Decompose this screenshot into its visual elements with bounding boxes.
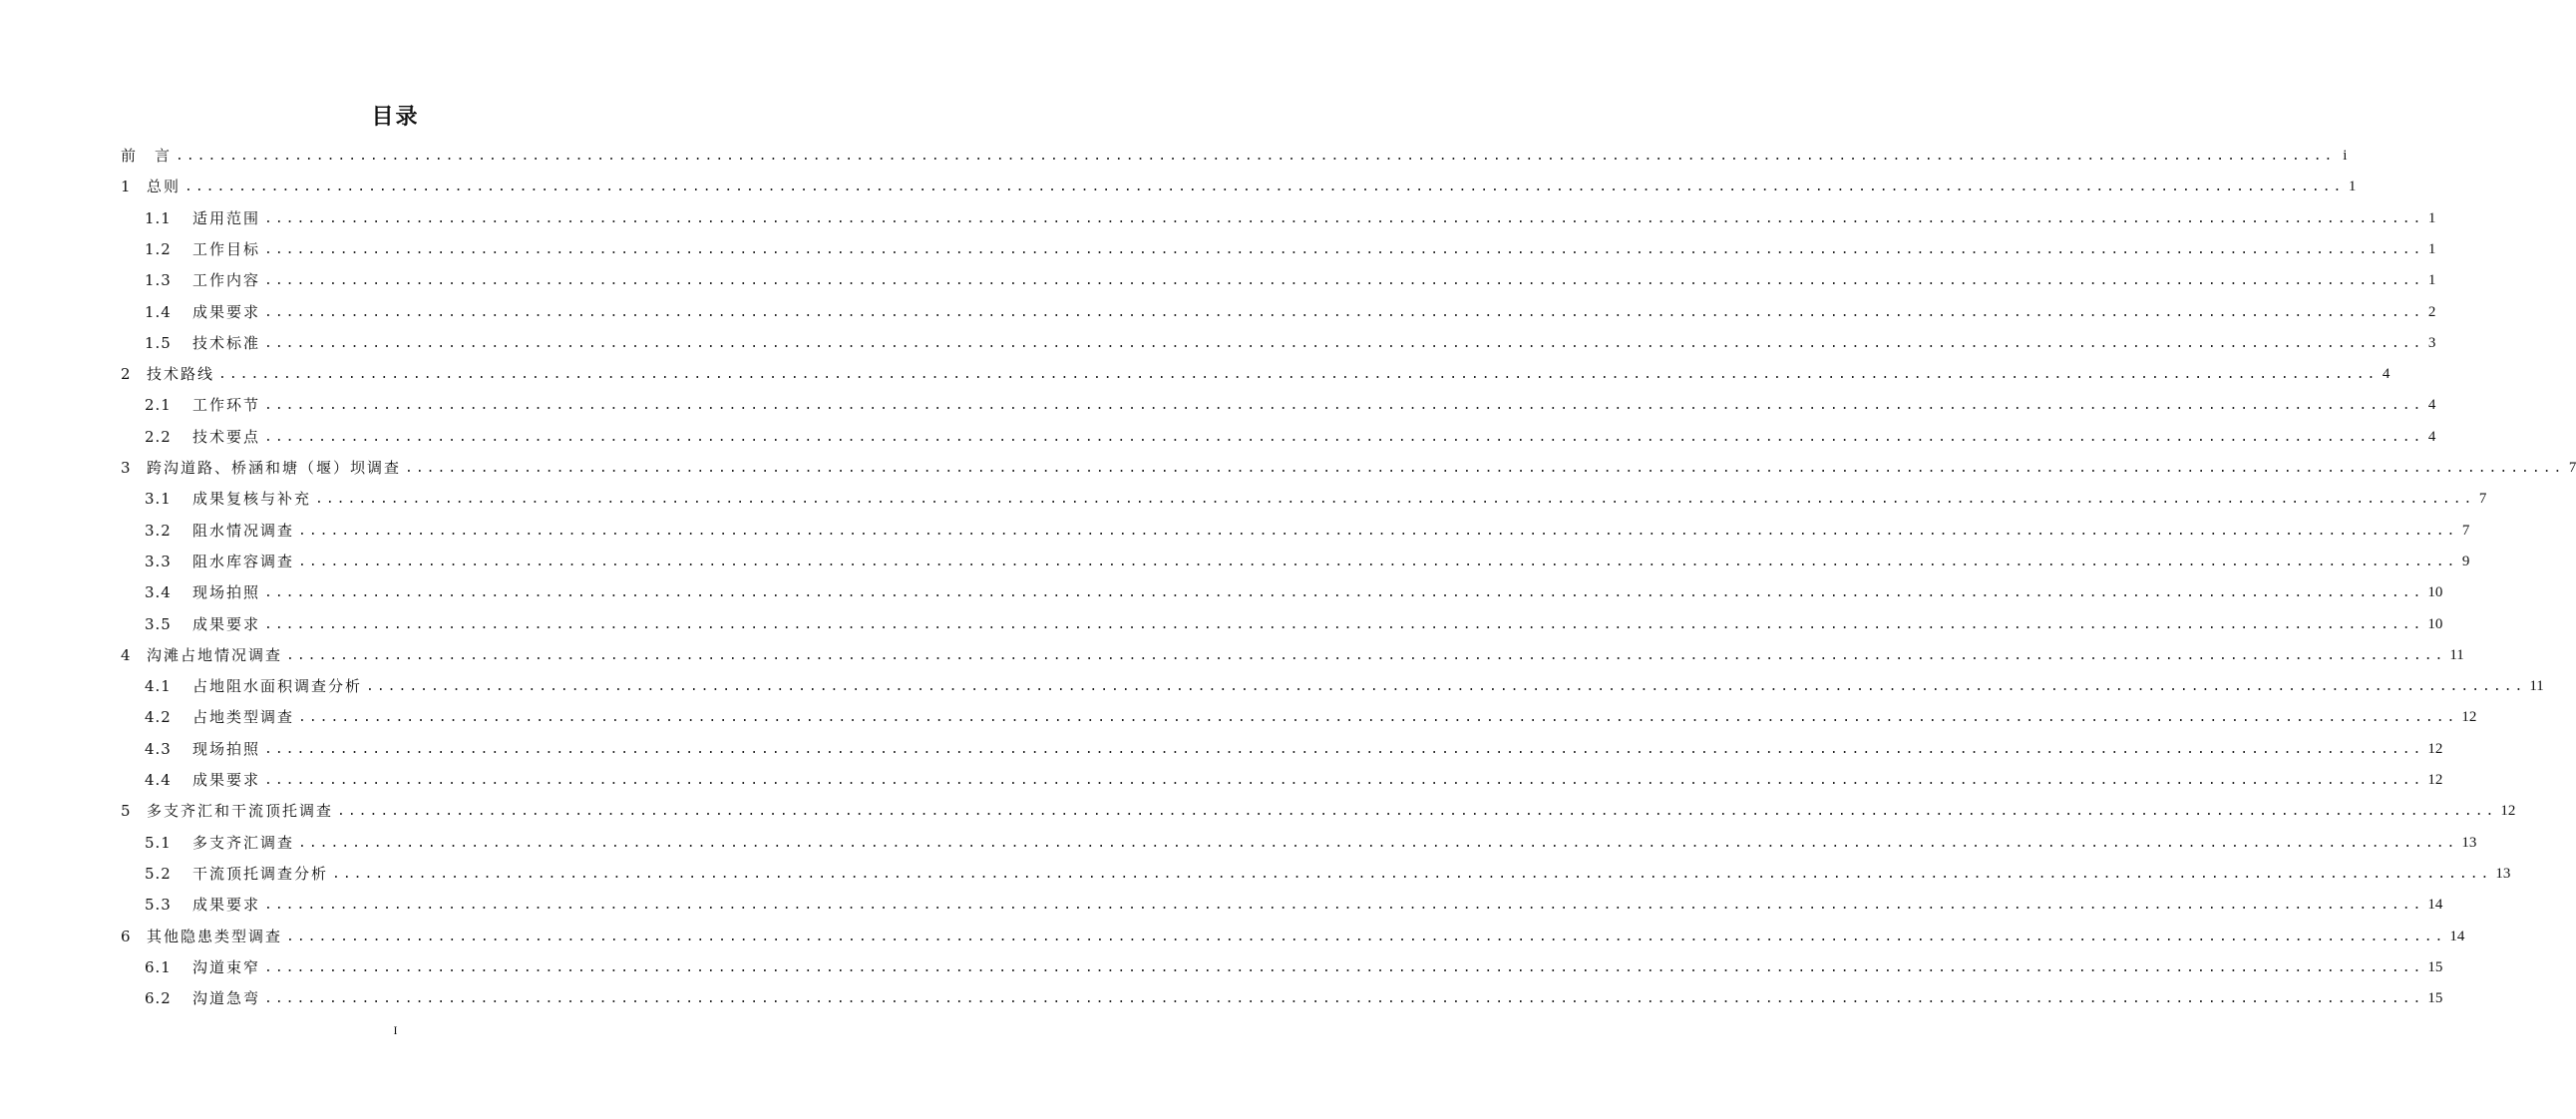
toc-entry[interactable] bbox=[145, 828, 2477, 859]
toc-entry-title: 成果要求 bbox=[192, 614, 261, 633]
page-title: 目录 bbox=[371, 105, 420, 130]
toc-entry-title: 多支齐汇调查 bbox=[192, 833, 295, 852]
toc-entry[interactable] bbox=[121, 172, 2357, 202]
toc-entry-page: 12 bbox=[2427, 772, 2443, 788]
toc-entry[interactable] bbox=[145, 234, 2436, 265]
toc-entry-title: 沟道急弯 bbox=[192, 989, 261, 1008]
toc-entry[interactable] bbox=[145, 484, 2487, 515]
toc-entry[interactable] bbox=[145, 390, 2436, 421]
toc-entry-page: 1 bbox=[2427, 209, 2436, 226]
toc-entry-title: 现场拍照 bbox=[192, 739, 261, 758]
toc-entry-number: 6 bbox=[121, 927, 132, 945]
toc-entry[interactable] bbox=[121, 796, 2516, 827]
toc-entry-number: 2 bbox=[121, 365, 132, 384]
toc-entry[interactable] bbox=[145, 983, 2443, 1014]
toc-entry-number: 4.3 bbox=[145, 739, 172, 758]
toc-entry[interactable] bbox=[121, 922, 2465, 952]
toc-entry-page: 4 bbox=[2427, 428, 2436, 445]
toc-entry-title: 阻水库容调查 bbox=[192, 552, 295, 570]
toc-entry-title: 前 言 bbox=[121, 147, 173, 165]
toc-entry-page: 15 bbox=[2427, 990, 2443, 1007]
toc-dot-leader: ........................................................................................................................................................................................................ bbox=[298, 523, 2458, 539]
toc-entry-page: 13 bbox=[2495, 865, 2511, 882]
toc-entry-title: 技术要点 bbox=[192, 427, 261, 446]
toc-dot-leader: ........................................................................................................................................................................................................ bbox=[264, 585, 2424, 601]
toc-entry-number: 3.3 bbox=[145, 552, 172, 570]
toc-dot-leader: ........................................................................................................................................................................................................ bbox=[366, 679, 2526, 695]
toc-entry-page: 1 bbox=[2348, 179, 2357, 195]
toc-dot-leader: ........................................................................................................................................................................................................ bbox=[264, 429, 2424, 445]
toc-entry-page: 11 bbox=[2449, 646, 2464, 663]
toc-entry[interactable] bbox=[145, 952, 2443, 983]
toc-entry-number: 5.3 bbox=[145, 896, 172, 915]
toc-entry-page: 7 bbox=[2461, 522, 2470, 539]
toc-entry-number: 3.5 bbox=[145, 614, 172, 633]
toc-entry[interactable] bbox=[145, 734, 2443, 765]
toc-entry-title: 成果复核与补充 bbox=[192, 490, 312, 509]
toc-entry[interactable] bbox=[145, 203, 2436, 234]
toc-dot-leader: ........................................................................................................................................................................................................ bbox=[337, 804, 2497, 820]
toc-entry-title: 适用范围 bbox=[192, 208, 261, 227]
toc-entry[interactable] bbox=[121, 640, 2464, 671]
toc-entry-title: 技术路线 bbox=[147, 365, 215, 384]
toc-entry-title: 工作环节 bbox=[192, 396, 261, 415]
toc-dot-leader: ........................................................................................................................................................................................................ bbox=[176, 149, 2336, 164]
toc-entry[interactable] bbox=[145, 547, 2470, 577]
toc-entry-number: 4.1 bbox=[145, 677, 172, 696]
toc-entry-page: 12 bbox=[2461, 709, 2477, 726]
toc-entry-page: 1 bbox=[2427, 272, 2436, 289]
toc-entry-number: 1.2 bbox=[145, 239, 172, 258]
toc-entry-page: 10 bbox=[2427, 584, 2443, 601]
toc-entry[interactable] bbox=[121, 453, 2576, 484]
toc-dot-leader: ........................................................................................................................................................................................................ bbox=[298, 554, 2458, 569]
toc-entry-page: 14 bbox=[2427, 897, 2443, 914]
toc-entry-number: 6.1 bbox=[145, 957, 172, 976]
toc-entry-title: 成果要求 bbox=[192, 302, 261, 321]
toc-entry-title: 工作目标 bbox=[192, 239, 261, 258]
toc-entry[interactable] bbox=[121, 359, 2391, 390]
toc-entry[interactable] bbox=[145, 328, 2436, 359]
toc-dot-leader: ........................................................................................................................................................................................................ bbox=[218, 367, 2379, 383]
toc-entry[interactable] bbox=[145, 609, 2443, 640]
toc-entry-page: 1 bbox=[2427, 240, 2436, 257]
toc-entry-title: 成果要求 bbox=[192, 771, 261, 789]
toc-entry-page: 3 bbox=[2427, 334, 2436, 351]
toc-dot-leader: ........................................................................................................................................................................................................ bbox=[315, 492, 2475, 508]
toc-dot-leader: ........................................................................................................................................................................................................ bbox=[264, 959, 2424, 975]
toc-entry-title: 其他隐患类型调查 bbox=[147, 927, 283, 945]
toc-entry-title: 沟道束窄 bbox=[192, 957, 261, 976]
toc-dot-leader: ........................................................................................................................................................................................................ bbox=[264, 991, 2424, 1007]
toc-entry-page: 11 bbox=[2529, 678, 2544, 695]
toc-entry-number: 3 bbox=[121, 459, 132, 477]
toc-entry-page: 13 bbox=[2461, 834, 2477, 851]
toc-entry[interactable] bbox=[145, 859, 2511, 890]
toc-entry[interactable] bbox=[145, 765, 2443, 796]
toc-entry-page: 7 bbox=[2478, 491, 2487, 508]
toc-dot-leader: ........................................................................................................................................................................................................ bbox=[264, 304, 2424, 320]
toc-entry-page: 2 bbox=[2427, 303, 2436, 320]
toc-entry-page: 7 bbox=[2568, 460, 2576, 476]
toc-entry-title: 占地类型调查 bbox=[192, 708, 295, 727]
toc-entry-number: 1.1 bbox=[145, 208, 172, 227]
toc-entry-page: 12 bbox=[2427, 740, 2443, 757]
toc-entry-number: 5.1 bbox=[145, 833, 172, 852]
toc-entry-number: 3.4 bbox=[145, 583, 172, 602]
toc-entry-number: 5 bbox=[121, 802, 132, 821]
toc-entry-number: 4.2 bbox=[145, 708, 172, 727]
toc-entry-page: 4 bbox=[2427, 397, 2436, 414]
toc-entry[interactable] bbox=[145, 702, 2477, 733]
toc-entry-number: 5.2 bbox=[145, 864, 172, 883]
toc-dot-leader: ........................................................................................................................................................................................................ bbox=[264, 773, 2424, 788]
toc-dot-leader: ........................................................................................................................................................................................................ bbox=[332, 866, 2492, 882]
toc-entry[interactable] bbox=[121, 141, 2348, 172]
toc-entry-title: 现场拍照 bbox=[192, 583, 261, 602]
toc-dot-leader: ........................................................................................................................................................................................................ bbox=[286, 929, 2446, 944]
toc-dot-leader: ........................................................................................................................................................................................................ bbox=[184, 180, 2345, 195]
toc-dot-leader: ........................................................................................................................................................................................................ bbox=[264, 273, 2424, 289]
toc-dot-leader: ........................................................................................................................................................................................................ bbox=[298, 835, 2458, 851]
toc-entry-page: i bbox=[2343, 148, 2348, 164]
toc-dot-leader: ........................................................................................................................................................................................................ bbox=[405, 461, 2565, 476]
toc-entry[interactable] bbox=[145, 671, 2544, 702]
toc-dot-leader: ........................................................................................................................................................................................................ bbox=[264, 335, 2424, 351]
toc-dot-leader: ........................................................................................................................................................................................................ bbox=[298, 710, 2458, 726]
toc-entry-title: 占地阻水面积调查分析 bbox=[192, 677, 363, 696]
toc-dot-leader: ........................................................................................................................................................................................................ bbox=[264, 741, 2424, 757]
toc-entry-number: 1.3 bbox=[145, 271, 172, 290]
toc-dot-leader: ........................................................................................................................................................................................................ bbox=[264, 241, 2424, 257]
toc-entry-number: 1 bbox=[121, 178, 132, 196]
toc-entry[interactable] bbox=[145, 297, 2436, 328]
toc-entry-number: 2.2 bbox=[145, 427, 172, 446]
toc-entry-page: 4 bbox=[2382, 366, 2391, 383]
toc-dot-leader: ........................................................................................................................................................................................................ bbox=[286, 647, 2446, 663]
toc-entry-page: 10 bbox=[2427, 615, 2443, 632]
toc-entry[interactable] bbox=[145, 577, 2443, 608]
toc-entry-page: 12 bbox=[2500, 803, 2516, 820]
toc-dot-leader: ........................................................................................................................................................................................................ bbox=[264, 210, 2424, 226]
toc-entry-title: 技术标准 bbox=[192, 333, 261, 352]
toc-entry-title: 成果要求 bbox=[192, 896, 261, 915]
toc-entry-page: 14 bbox=[2449, 928, 2465, 944]
toc-entry-number: 6.2 bbox=[145, 989, 172, 1008]
toc-dot-leader: ........................................................................................................................................................................................................ bbox=[264, 616, 2424, 632]
toc-entry-number: 2.1 bbox=[145, 396, 172, 415]
toc-entry-number: 4 bbox=[121, 645, 132, 664]
toc-entry-title: 干流顶托调查分析 bbox=[192, 864, 329, 883]
toc-entry-title: 工作内容 bbox=[192, 271, 261, 290]
toc-entry[interactable] bbox=[145, 265, 2436, 296]
toc-entry-number: 3.1 bbox=[145, 490, 172, 509]
toc-entry-title: 总则 bbox=[147, 178, 182, 196]
toc-entry-page: 15 bbox=[2427, 958, 2443, 975]
toc-entry-number: 1.4 bbox=[145, 302, 172, 321]
toc-entry-number: 3.2 bbox=[145, 521, 172, 540]
toc-entry-page: 9 bbox=[2461, 553, 2470, 569]
toc-entry[interactable] bbox=[145, 422, 2436, 453]
page-number-footer: I bbox=[393, 1023, 398, 1037]
toc-entry-title: 阻水情况调查 bbox=[192, 521, 295, 540]
toc-entry[interactable] bbox=[145, 890, 2443, 921]
toc-entry[interactable] bbox=[145, 516, 2470, 547]
toc-dot-leader: ........................................................................................................................................................................................................ bbox=[264, 398, 2424, 414]
toc-entry-title: 沟滩占地情况调查 bbox=[147, 645, 283, 664]
toc-entry-number: 1.5 bbox=[145, 333, 172, 352]
toc-entry-number: 4.4 bbox=[145, 771, 172, 789]
toc-entry-title: 跨沟道路、桥涵和塘（堰）坝调查 bbox=[147, 459, 402, 477]
toc-entry-title: 多支齐汇和干流顶托调查 bbox=[147, 802, 334, 821]
toc-dot-leader: ........................................................................................................................................................................................................ bbox=[264, 898, 2424, 914]
